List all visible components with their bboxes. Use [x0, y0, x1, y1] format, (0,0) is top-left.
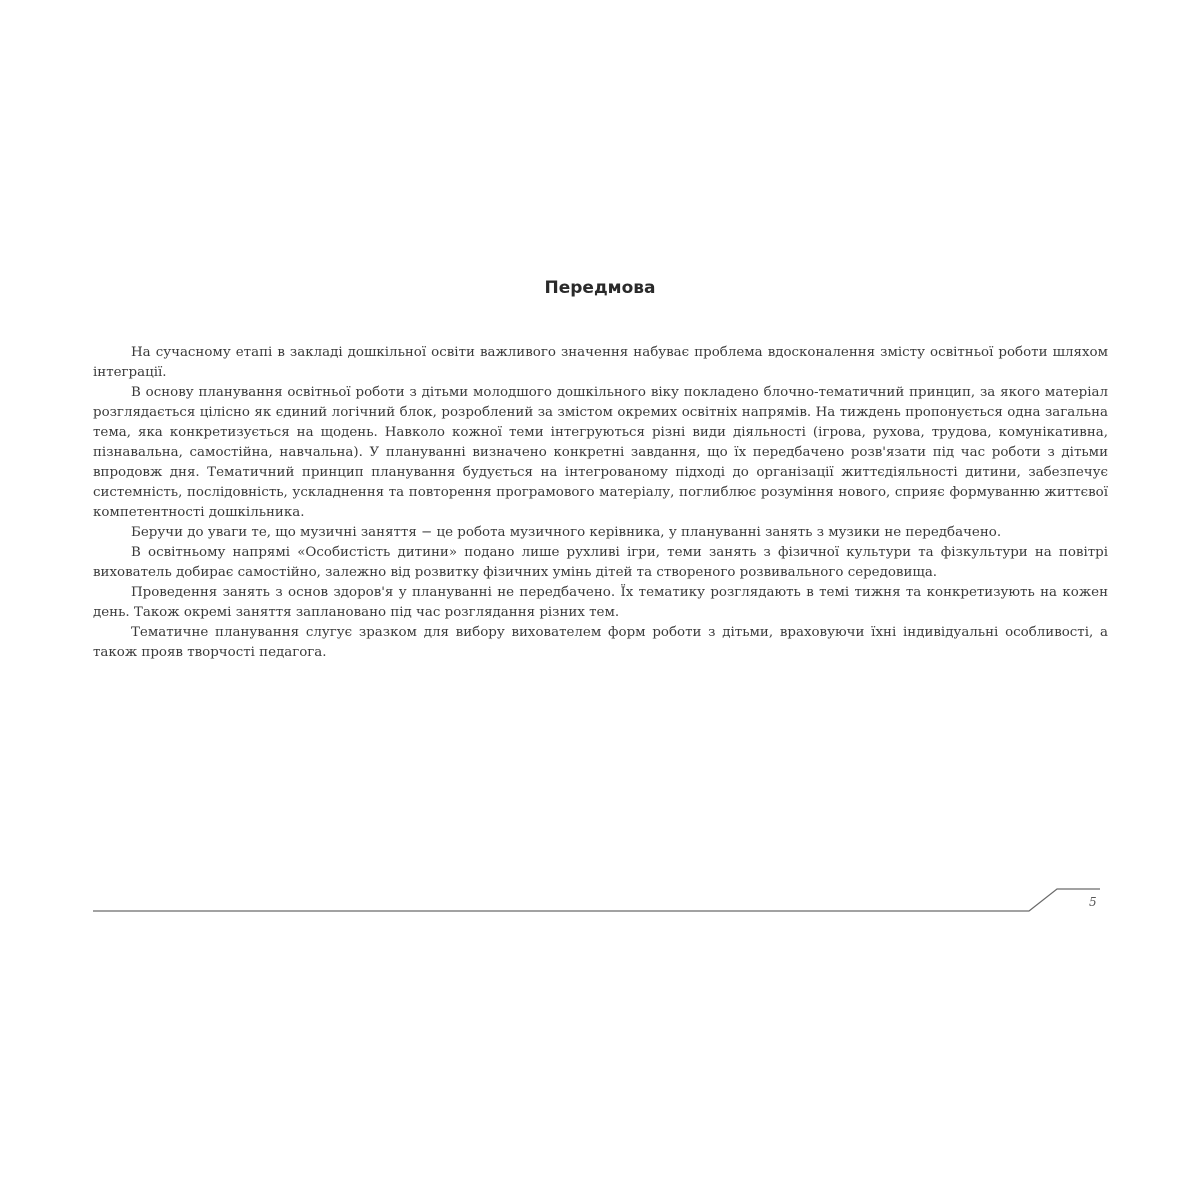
- paragraph: В основу планування освітньої роботи з дітьми молодшого дошкільного віку покладено блочно-тематичний принцип, за якого матеріал розглядається цілісно як єдиний логічний блок, розроблений за змістом окремих освітніх напрямів. На тиждень пропонується одна загальна тема, яка конкретизується на щодень. Навколо кожної теми інтегруються різні види діяльності (ігрова, рухова, трудова, комунікативна, пізнавальна, самостійна, навчальна). У плануванні визначено конкретні завдання, що їх передбачено розв'язати під час роботи з дітьми впродовж дня. Тематичний принцип планування будується на інтегрованому підході до організації життєдіяльності дитини, забезпечує системність, послідовність, ускладнення та повторення програмового матеріалу, поглиблює розуміння нового, сприяє формуванню життєвої компетентності дошкільника.: [93, 385, 1108, 520]
- paragraph: На сучасному етапі в закладі дошкільної освіти важливого значення набуває проблема вдосконалення змісту освітньої роботи шляхом інтеграції.: [93, 345, 1108, 380]
- paragraph: В освітньому напрямі «Особистість дитини» подано лише рухливі ігри, теми занять з фізичної культури та фізкультури на повітрі вихователь добирає самостійно, залежно від розвитку фізичних умінь дітей та створеного розвивального середовища.: [93, 545, 1108, 580]
- paragraph: Беручи до уваги те, що музичні заняття − це робота музичного керівника, у плануванні занять з музики не передбачено.: [131, 525, 1002, 540]
- paragraph: Проведення занять з основ здоров'я у плануванні не передбачено. Їх тематику розглядають в темі тижня та конкретизують на кожен день. Також окремі заняття заплановано під час розглядання різних тем.: [93, 585, 1108, 620]
- body-text: [93, 343, 1108, 663]
- page-title: Передмова: [544, 278, 656, 298]
- footer-line: [93, 889, 1100, 911]
- paragraph: Тематичне планування слугує зразком для вибору вихователем форм роботи з дітьми, враховуючи їхні індивідуальні особливості, а також прояв творчості педагога.: [93, 625, 1108, 660]
- page-number: 5: [1089, 895, 1097, 909]
